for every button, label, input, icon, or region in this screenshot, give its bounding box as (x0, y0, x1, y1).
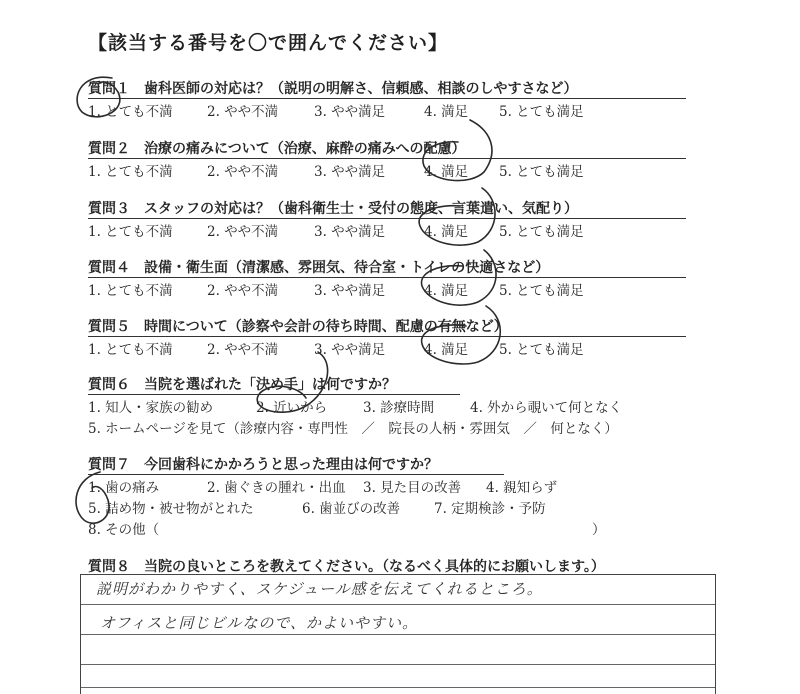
q6-option-1[interactable]: 1. 知人・家族の勧め (88, 400, 214, 416)
q2-option-5[interactable]: 5. とても満足 (499, 164, 584, 180)
q3-option-3[interactable]: 3. やや満足 (314, 224, 386, 240)
question-1-title: 質問１ 歯科医師の対応は？（説明の明解さ、信頼感、相談のしやすさなど） (88, 81, 578, 97)
question-7-rule (88, 474, 504, 475)
q5-option-1[interactable]: 1. とても不満 (88, 342, 173, 358)
q5-option-5[interactable]: 5. とても満足 (499, 342, 584, 358)
q1-option-1[interactable]: 1. とても不満 (88, 104, 173, 120)
q2-option-1[interactable]: 1. とても不満 (88, 164, 173, 180)
q7-option-2[interactable]: 2. 歯ぐきの腫れ・出血 (207, 480, 346, 496)
q4-option-3[interactable]: 3. やや満足 (314, 283, 386, 299)
question-2-title: 質問２ 治療の痛みについて（治療、麻酔の痛みへの配慮） (88, 141, 466, 157)
q5-option-4[interactable]: 4. 満足 (424, 342, 469, 358)
question-4-title: 質問４ 設備・衛生面（清潔感、雰囲気、待合室・トイレの快適さなど） (88, 260, 550, 276)
q7-option-8[interactable]: 8. その他（ (88, 522, 160, 538)
q5-option-3[interactable]: 3. やや満足 (314, 342, 386, 358)
q6-option-4[interactable]: 4. 外から覗いて何となく (470, 400, 623, 416)
question-7-title: 質問７ 今回歯科にかかろうと思った理由は何ですか？ (88, 457, 438, 473)
question-1-rule (88, 98, 686, 99)
q4-option-2[interactable]: 2. やや不満 (207, 283, 279, 299)
q1-option-5[interactable]: 5. とても満足 (499, 104, 584, 120)
q5-option-2[interactable]: 2. やや不満 (207, 342, 279, 358)
answer-line (81, 687, 715, 688)
q4-option-4[interactable]: 4. 満足 (424, 283, 469, 299)
question-6-rule (88, 394, 460, 395)
q7-other-close: ） (592, 522, 606, 538)
q3-option-1[interactable]: 1. とても不満 (88, 224, 173, 240)
q7-option-4[interactable]: 4. 親知らず (486, 480, 558, 496)
q3-option-5[interactable]: 5. とても満足 (499, 224, 584, 240)
handwritten-answer-line-2: オフィスと同じビルなので、かよいやすい。 (100, 614, 419, 632)
q7-option-1[interactable]: 1. 歯の痛み (88, 480, 160, 496)
question-8-title: 質問８ 当院の良いところを教えてください。（なるべく具体的にお願いします。） (88, 559, 605, 575)
q1-option-2[interactable]: 2. やや不満 (207, 104, 279, 120)
question-5-title: 質問５ 時間について（診察や会計の待ち時間、配慮の有無など） (88, 319, 508, 335)
q1-option-3[interactable]: 3. やや満足 (314, 104, 386, 120)
q1-option-4[interactable]: 4. 満足 (424, 104, 469, 120)
q7-option-7[interactable]: 7. 定期検診・予防 (434, 501, 546, 517)
answer-line (81, 604, 715, 605)
q7-option-3[interactable]: 3. 見た目の改善 (363, 480, 462, 496)
question-4-rule (88, 277, 686, 278)
q2-option-4[interactable]: 4. 満足 (424, 164, 469, 180)
q3-option-4[interactable]: 4. 満足 (424, 224, 469, 240)
q2-option-2[interactable]: 2. やや不満 (207, 164, 279, 180)
question-5-rule (88, 336, 686, 337)
handwritten-answer-line-1: 説明がわかりやすく、スケジュール感を伝えてくれるところ。 (96, 580, 543, 598)
answer-line (81, 664, 715, 665)
q6-option-5[interactable]: 5. ホームページを見て（診療内容・専門性 ／ 院長の人柄・雰囲気 ／ 何となく） (88, 421, 618, 437)
form-heading: 【該当する番号を〇で囲んでください】 (88, 32, 449, 54)
q4-option-5[interactable]: 5. とても満足 (499, 283, 584, 299)
q6-option-3[interactable]: 3. 診療時間 (363, 400, 435, 416)
q6-option-2[interactable]: 2. 近いから (256, 400, 328, 416)
question-6-title: 質問６ 当院を選ばれた「決め手」は何ですか？ (88, 377, 396, 393)
question-3-rule (88, 218, 686, 219)
question-3-title: 質問３ スタッフの対応は？（歯科衛生士・受付の態度、言葉遣い、気配り） (88, 201, 578, 217)
q7-option-6[interactable]: 6. 歯並びの改善 (302, 501, 401, 517)
q4-option-1[interactable]: 1. とても不満 (88, 283, 173, 299)
answer-line (81, 634, 715, 635)
q2-option-3[interactable]: 3. やや満足 (314, 164, 386, 180)
q7-option-5[interactable]: 5. 詰め物・被せ物がとれた (88, 501, 254, 517)
question-2-rule (88, 158, 686, 159)
q3-option-2[interactable]: 2. やや不満 (207, 224, 279, 240)
